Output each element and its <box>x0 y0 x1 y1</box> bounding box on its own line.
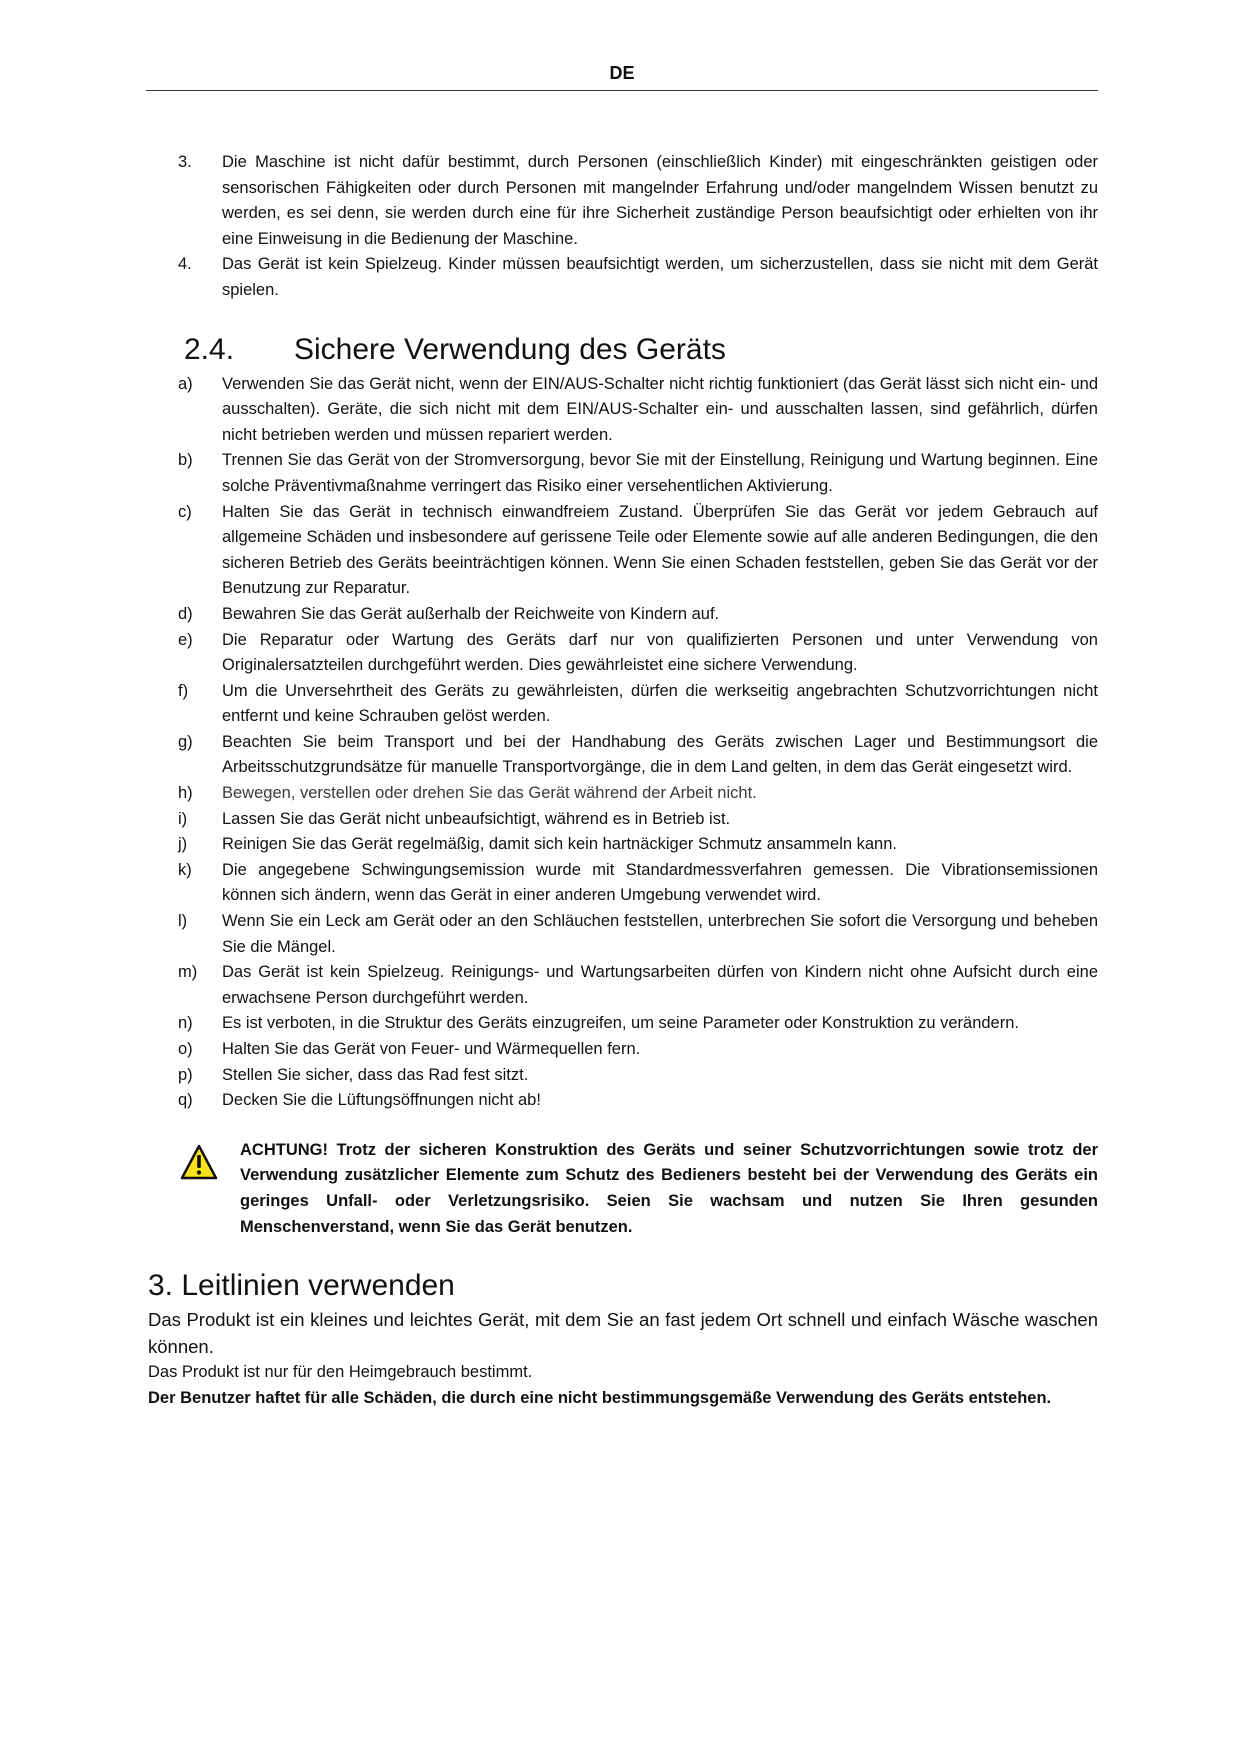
chapter-intro: Das Produkt ist ein kleines und leichtes Gerät, mit dem Sie an fast jedem Ort schnell und einfach Wäsche waschen können. <box>148 1309 1098 1358</box>
section-heading <box>148 332 1098 368</box>
list-item <box>148 500 1098 602</box>
list-item <box>148 1011 1098 1037</box>
list-item-text: Es ist verboten, in die Struktur des Geräts einzugreifen, um seine Parameter oder Konstruktion zu verändern. <box>222 1014 1019 1033</box>
liability-note: Der Benutzer haftet für alle Schäden, die durch eine nicht bestimmungsgemäße Verwendung des Geräts entstehen. <box>148 1388 1052 1407</box>
list-item-text: Beachten Sie beim Transport und bei der Handhabung des Geräts zwischen Lager und Bestimmungsort die Arbeitsschutzgrundsätze für manuelle Transportvorgänge, die in dem Land gelten, in dem das Gerät eingesetzt wird. <box>222 732 1098 777</box>
list-item-text: Halten Sie das Gerät von Feuer- und Wärmequellen fern. <box>222 1040 641 1058</box>
list-item-text: Bewegen, verstellen oder drehen Sie das Gerät während der Arbeit nicht. <box>222 784 757 803</box>
chapter-heading: 3. Leitlinien verwenden <box>148 1269 455 1303</box>
list-item <box>148 252 1098 303</box>
list-marker: k) <box>178 860 192 879</box>
list-item-text: Bewahren Sie das Gerät außerhalb der Reichweite von Kindern auf. <box>222 604 720 623</box>
page-header-language: DE <box>609 63 635 83</box>
list-item <box>148 730 1098 781</box>
warning-notice <box>148 1138 1098 1240</box>
list-item-text: Lassen Sie das Gerät nicht unbeaufsichtigt, während es in Betrieb ist. <box>222 809 731 828</box>
list-marker: 4. <box>178 255 192 274</box>
section-title: Sichere Verwendung des Geräts <box>294 332 726 366</box>
list-item-text: Die Reparatur oder Wartung des Geräts darf nur von qualifizierten Personen und unter Verwendung von Originalersatzteilen durchgeführt werden. Dies gewährleistet eine sichere Verwendung. <box>222 630 1098 675</box>
list-marker: f) <box>178 681 189 700</box>
list-item-text: Das Gerät ist kein Spielzeug. Reinigungs- und Wartungsarbeiten dürfen von Kindern nicht ohne Aufsicht durch eine erwachsene Person durchgeführt werden. <box>222 963 1098 1007</box>
list-marker: e) <box>178 630 193 649</box>
warning-triangle-icon-graphic <box>180 1144 218 1180</box>
list-item <box>148 1063 1098 1089</box>
usage-note: Das Produkt ist nur für den Heimgebrauch bestimmt. <box>148 1363 533 1382</box>
list-item-text: Das Gerät ist kein Spielzeug. Kinder müssen beaufsichtigt werden, um sicherzustellen, dass sie nicht mit dem Gerät spielen. <box>222 255 1098 299</box>
list-marker: o) <box>178 1040 193 1058</box>
list-marker: 3. <box>178 153 192 171</box>
list-marker: g) <box>178 732 193 751</box>
list-item <box>148 1037 1098 1063</box>
list-marker: b) <box>178 451 193 470</box>
warning-triangle-icon <box>148 1138 240 1185</box>
list-marker: l) <box>178 912 188 931</box>
list-item <box>148 150 1098 252</box>
list-marker: p) <box>178 1065 193 1084</box>
warning-text: ACHTUNG! Trotz der sicheren Konstruktion des Geräts und seiner Schutzvorrichtungen sowie trotz der Verwendung zusätzlicher Elemente zum Schutz des Bedieners besteht bei der Verwendung des Geräts ein geringes Unfall- oder Verletzungsrisiko. Seien Sie wachsam und nutzen Sie Ihren gesunden Menschenverstand, wenn Sie das Gerät benutzen. <box>240 1140 1098 1236</box>
list-item-text: Trennen Sie das Gerät von der Stromversorgung, bevor Sie mit der Einstellung, Reinigung und Wartung beginnen. Eine solche Präventivmaßnahme verringert das Risiko einer versehentlichen Aktivierung. <box>222 451 1098 495</box>
list-item-text: Um die Unversehrtheit des Geräts zu gewährleisten, dürfen die werkseitig angebrachten Schutzvorrichtungen nicht entfernt und keine Schrauben gelöst werden. <box>222 681 1098 726</box>
list-item <box>148 832 1098 858</box>
list-item-text: Verwenden Sie das Gerät nicht, wenn der EIN/AUS-Schalter nicht richtig funktioniert (das Gerät lässt sich nicht ein- und ausschalten). Geräte, die sich nicht mit dem EIN/AUS-Schalter ein- und ausschalten lassen, sind gefährlich, dürfen nicht betrieben werden und müssen repariert werden. <box>222 374 1098 444</box>
list-marker: q) <box>178 1091 193 1110</box>
list-item <box>148 960 1098 1011</box>
list-marker: a) <box>178 374 193 393</box>
list-marker: m) <box>178 963 198 982</box>
list-item-text: Decken Sie die Lüftungsöffnungen nicht ab! <box>222 1091 541 1110</box>
list-item <box>148 858 1098 909</box>
list-item <box>148 628 1098 679</box>
list-item-text: Die Maschine ist nicht dafür bestimmt, durch Personen (einschließlich Kinder) mit eingeschränkten geistigen oder sensorischen Fähigkeiten oder durch Personen mit mangelnder Erfahrung und/oder mangelndem Wissen benutzt zu werden, es sei denn, sie werden durch eine für ihre Sicherheit zuständige Person beaufsichtigt oder erhielten von ihr eine Einweisung in die Bedienung der Maschine. <box>222 153 1098 248</box>
list-item <box>148 448 1098 499</box>
list-item-text: Halten Sie das Gerät in technisch einwandfreiem Zustand. Überprüfen Sie das Gerät vor jedem Gebrauch auf allgemeine Schäden und insbesondere auf gerissene Teile oder Elemente sowie auf alle anderen Bedingungen, die den sicheren Betrieb des Geräts beeinträchtigen können. Wenn Sie einen Schaden feststellen, geben Sie das Gerät vor der Benutzung zur Reparatur. <box>222 502 1098 598</box>
list-item <box>148 679 1098 730</box>
list-item <box>148 372 1098 449</box>
list-item <box>148 602 1098 628</box>
list-marker: j) <box>178 835 188 854</box>
list-item-text: Reinigen Sie das Gerät regelmäßig, damit sich kein hartnäckiger Schmutz ansammeln kann. <box>222 835 897 854</box>
list-item <box>148 807 1098 833</box>
section-number: 2.4. <box>184 332 235 366</box>
list-marker: h) <box>178 784 193 803</box>
list-marker: d) <box>178 604 193 623</box>
document-content <box>148 150 1098 1411</box>
list-item-text: Wenn Sie ein Leck am Gerät oder an den Schläuchen feststellen, unterbrechen Sie sofort die Versorgung und beheben Sie die Mängel. <box>222 912 1098 956</box>
header-divider <box>146 90 1098 91</box>
numbered-list <box>148 150 1098 304</box>
list-item-text: Die angegebene Schwingungsemission wurde mit Standardmessverfahren gemessen. Die Vibrationsemissionen können sich ändern, wenn das Gerät in einer anderen Umgebung verwendet wird. <box>222 860 1098 905</box>
list-item <box>148 909 1098 960</box>
list-item-text: Stellen Sie sicher, dass das Rad fest sitzt. <box>222 1065 529 1084</box>
safety-rules-list <box>148 372 1098 1114</box>
list-item <box>148 781 1098 807</box>
list-item <box>148 1088 1098 1114</box>
list-marker: i) <box>178 809 188 828</box>
list-marker: n) <box>178 1014 193 1033</box>
list-marker: c) <box>178 502 192 521</box>
